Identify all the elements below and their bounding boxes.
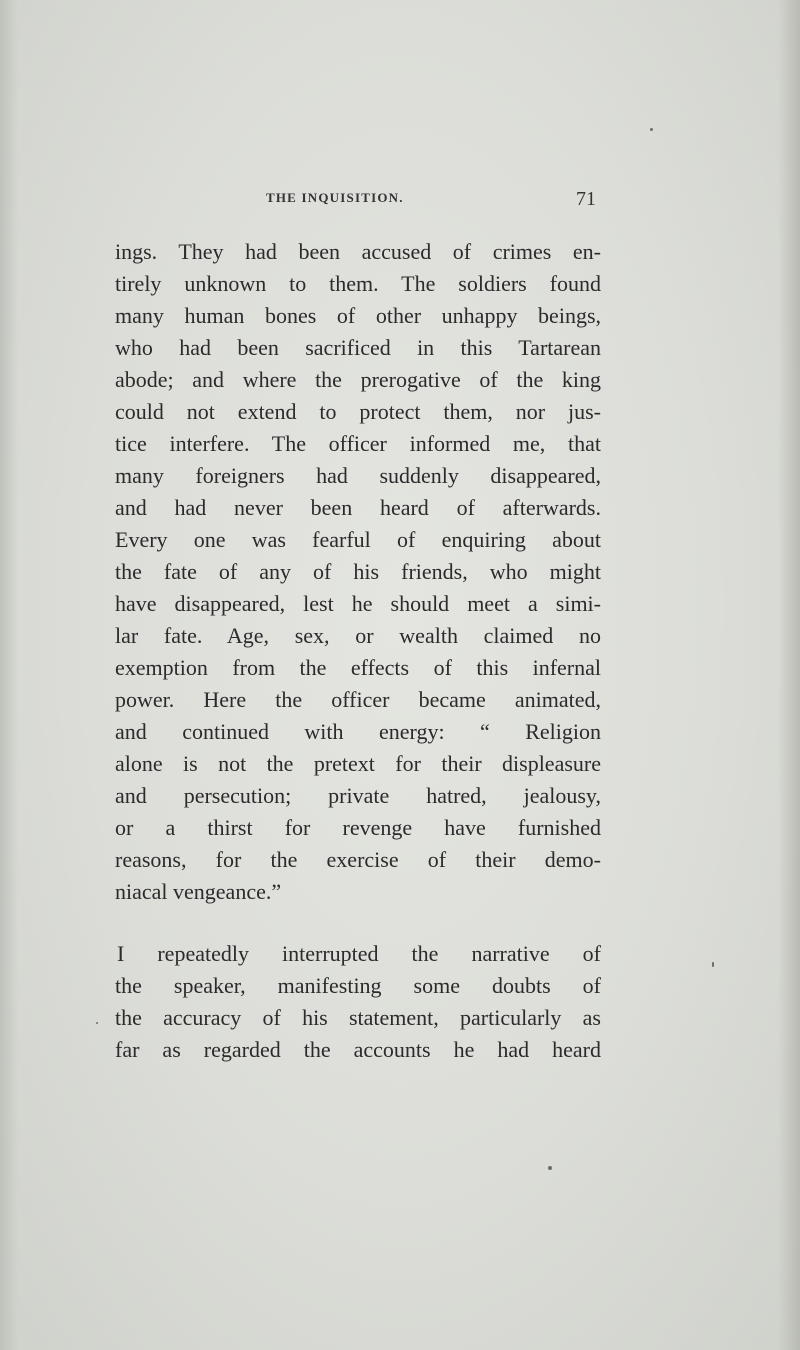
text-line: who had been sacrificed in this Tartarean [115, 335, 601, 360]
page-edge-left [0, 0, 18, 1350]
text-line: far as regarded the accounts he had heard [115, 1037, 601, 1062]
text-line: exemption from the effects of this infernal [115, 655, 601, 680]
text-line: or a thirst for revenge have furnished [115, 815, 601, 840]
text-line: the accuracy of his statement, particularly as [115, 1005, 601, 1030]
text-line: and had never been heard of afterwards. [115, 495, 601, 520]
page-header [112, 188, 602, 214]
text-line: I repeatedly interrupted the narrative of [117, 941, 601, 966]
paper-speck [712, 962, 714, 967]
text-line: and continued with energy: “ Religion [115, 719, 601, 744]
text-line: the fate of any of his friends, who might [115, 559, 601, 584]
paper-speck [548, 1166, 552, 1170]
text-line: lar fate. Age, sex, or wealth claimed no [115, 623, 601, 648]
body-text [115, 236, 601, 1066]
page-edge-right [778, 0, 800, 1350]
paragraph-2 [115, 938, 601, 1066]
text-line: and persecution; private hatred, jealousy, [115, 783, 601, 808]
text-line: have disappeared, lest he should meet a simi- [115, 591, 601, 616]
text-line: abode; and where the prerogative of the king [115, 367, 601, 392]
text-line: reasons, for the exercise of their demo- [115, 847, 601, 872]
text-line: tice interfere. The officer informed me, that [115, 431, 601, 456]
text-line: could not extend to protect them, nor jus- [115, 399, 601, 424]
text-line: niacal vengeance.” [115, 879, 282, 904]
paper-speck [650, 128, 653, 131]
text-line: the speaker, manifesting some doubts of [115, 973, 601, 998]
running-head: THE INQUISITION. [266, 190, 404, 205]
text-line: alone is not the pretext for their displeasure [115, 751, 601, 776]
text-line: tirely unknown to them. The soldiers found [115, 271, 601, 296]
text-line: many human bones of other unhappy beings, [115, 303, 601, 328]
text-line: power. Here the officer became animated, [115, 687, 601, 712]
page-number: 71 [576, 188, 596, 210]
text-line: many foreigners had suddenly disappeared, [115, 463, 601, 488]
text-line: ings. They had been accused of crimes en- [115, 239, 601, 264]
paragraph-1 [115, 236, 601, 908]
paragraph-gap [115, 908, 601, 938]
text-line: Every one was fearful of enquiring about [115, 527, 601, 552]
paper-speck [96, 1022, 98, 1024]
